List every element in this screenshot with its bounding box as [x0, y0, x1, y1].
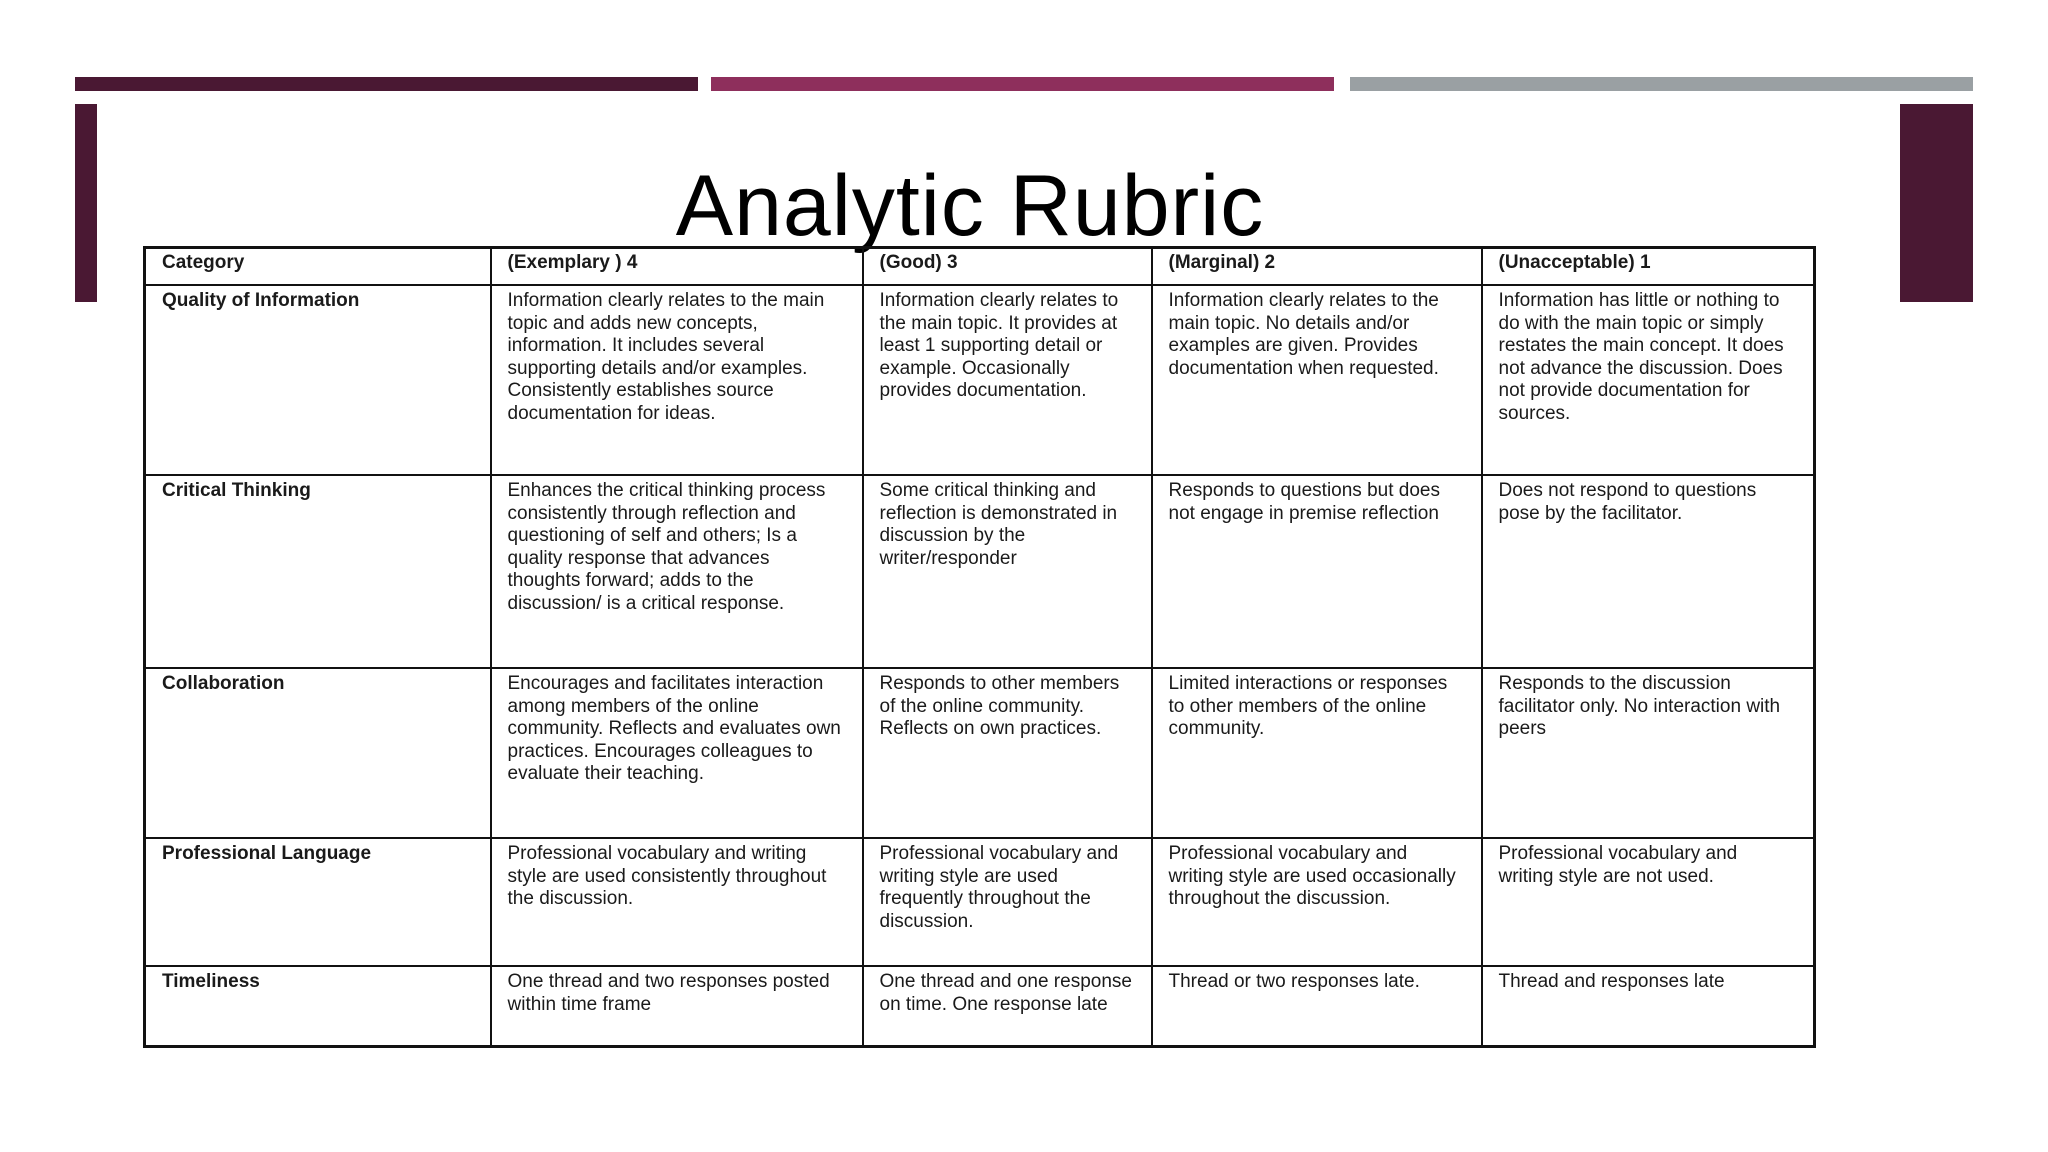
accent-bar-dark [75, 77, 698, 91]
side-accent-right [1900, 104, 1973, 302]
criteria-cell: Information has little or nothing to do with the main topic or simply restates the main concept. It does not advance the discussion. Does not provide documentation for sources. [1482, 285, 1815, 475]
criteria-cell: Enhances the critical thinking process consistently through reflection and questioning of self and others; Is a quality response that advances thoughts forward; adds to the discussion/ is a critical response. [491, 475, 863, 668]
criteria-cell: Professional vocabulary and writing style are used consistently throughout the discussion. [491, 838, 863, 966]
rubric-table [143, 246, 1816, 1048]
criteria-cell: Information clearly relates to the main topic and adds new concepts, information. It includes several supporting details and/or examples. Consistently establishes source documentation for ideas. [491, 285, 863, 475]
header-category: Category [145, 248, 491, 286]
side-accent-left [75, 104, 97, 302]
category-cell: Professional Language [145, 838, 491, 966]
header-unacceptable: (Unacceptable) 1 [1482, 248, 1815, 286]
criteria-cell: Information clearly relates to the main topic. No details and/or examples are given. Provides documentation when requested. [1152, 285, 1482, 475]
criteria-cell: Some critical thinking and reflection is demonstrated in discussion by the writer/responder [863, 475, 1152, 668]
criteria-cell: Responds to questions but does not engage in premise reflection [1152, 475, 1482, 668]
criteria-cell: Responds to other members of the online community. Reflects on own practices. [863, 668, 1152, 838]
category-cell: Critical Thinking [145, 475, 491, 668]
header-good: (Good) 3 [863, 248, 1152, 286]
category-cell: Timeliness [145, 966, 491, 1047]
criteria-cell: One thread and two responses posted within time frame [491, 966, 863, 1047]
header-exemplary: (Exemplary ) 4 [491, 248, 863, 286]
criteria-cell: Information clearly relates to the main topic. It provides at least 1 supporting detail or example. Occasionally provides documentation. [863, 285, 1152, 475]
header-marginal: (Marginal) 2 [1152, 248, 1482, 286]
criteria-cell: Does not respond to questions pose by the facilitator. [1482, 475, 1815, 668]
criteria-cell: Thread and responses late [1482, 966, 1815, 1047]
criteria-cell: Thread or two responses late. [1152, 966, 1482, 1047]
slide-title: Analytic Rubric [675, 158, 1265, 254]
table-row [145, 668, 1815, 838]
criteria-cell: Responds to the discussion facilitator only. No interaction with peers [1482, 668, 1815, 838]
accent-bar-mid [711, 77, 1334, 91]
criteria-cell: Professional vocabulary and writing style are used frequently throughout the discussion. [863, 838, 1152, 966]
category-cell: Collaboration [145, 668, 491, 838]
criteria-cell: One thread and one response on time. One response late [863, 966, 1152, 1047]
accent-bar-gray [1350, 77, 1973, 91]
criteria-cell: Professional vocabulary and writing style are used occasionally throughout the discussion. [1152, 838, 1482, 966]
table-row [145, 838, 1815, 966]
criteria-cell: Encourages and facilitates interaction among members of the online community. Reflects and evaluates own practices. Encourages colleagues to evaluate their teaching. [491, 668, 863, 838]
table-row [145, 966, 1815, 1047]
table-row [145, 475, 1815, 668]
table-row [145, 285, 1815, 475]
criteria-cell: Professional vocabulary and writing style are not used. [1482, 838, 1815, 966]
criteria-cell: Limited interactions or responses to other members of the online community. [1152, 668, 1482, 838]
rubric-header-row [145, 248, 1815, 286]
category-cell: Quality of Information [145, 285, 491, 475]
